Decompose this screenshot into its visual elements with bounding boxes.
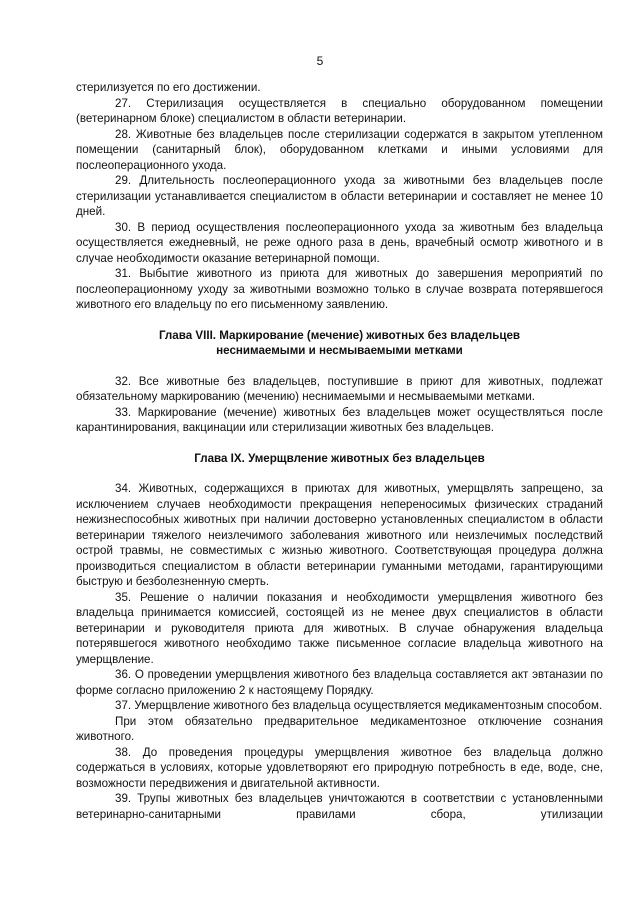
paragraph-30: 30. В период осуществления послеоперационного ухода за животным без владельца осуществляется ежедневный, не реже одного раза в день, врачебный осмотр животного и в случае необходимости оказание ветеринарной помощи. bbox=[76, 220, 603, 265]
paragraph-38: 38. До проведения процедуры умерщвления животное без владельца должно содержаться в условиях, которые удовлетворяют его природную потребность в еде, воде, сне, возможности передвижения и двигательной активности. bbox=[76, 745, 603, 790]
paragraph-35: 35. Решение о наличии показания и необходимости умерщвления животного без владельца принимается комиссией, состоящей из не менее двух специалистов в области ветеринарии и руководителя приюта для животных. В случае обнаружения владельца потерявшегося животного необходимо также письменное согласие владельца животного на умерщвление. bbox=[76, 590, 603, 666]
paragraph-33: 33. Маркирование (мечение) животных без владельцев может осуществляться после карантинирования, вакцинации или стерилизации животных без владельцев. bbox=[76, 405, 603, 434]
paragraph-31: 31. Выбытие животного из приюта для животных до завершения мероприятий по послеоперационному уходу за животными возможно только в случае возврата потерявшегося животного его владельцу по его письменному заявлению. bbox=[76, 267, 603, 311]
document-body bbox=[76, 80, 603, 822]
chapter-9-title: Глава IX. Умерщвление животных без владельцев bbox=[194, 451, 485, 465]
paragraph-28: 28. Животные без владельцев после стерилизации содержатся в закрытом утепленном помещении (санитарный блок), оборудованном клетками и иными условиями для послеоперационного ухода. bbox=[76, 127, 603, 172]
chapter-8-title-line2: неснимаемыми и несмываемыми метками bbox=[216, 344, 463, 357]
paragraph-37: 37. Умерщвление животного без владельца осуществляется медикаментозным способом. bbox=[115, 699, 603, 712]
chapter-8-title-line1: Глава VIII. Маркирование (мечение) животных без владельцев bbox=[158, 328, 521, 342]
paragraph-27: 27. Стерилизация осуществляется в специально оборудованном помещении (ветеринарном блоке) специалистом в области ветеринарии. bbox=[76, 96, 603, 125]
paragraph-34: 34. Животных, содержащихся в приютах для животных, умерщвлять запрещено, за исключением случаев необходимости прекращения непереносимых физических страданий нежизнеспособных животных при наличии достоверно установленных специалистом в области ветеринарии тяжелого неизлечимого заболевания животного или неизлечимых последствий острой травмы, не совместимых с жизнью животного. Соответствующая процедура должна производиться специалистом в области ветеринарии гуманными методами, гарантирующими быструю и безболезненную смерть. bbox=[76, 482, 603, 588]
paragraph-39: 39. Трупы животных без владельцев уничтожаются в соответствии с установленными ветеринарно-санитарными правилами сбора, утилизации bbox=[76, 792, 603, 821]
paragraph-36: 36. О проведении умерщвления животного без владельца составляется акт эвтаназии по форме согласно приложению 2 к настоящему Порядку. bbox=[76, 668, 603, 697]
paragraph: стерилизуется по его достижении. bbox=[76, 81, 261, 94]
paragraph-29: 29. Длительность послеоперационного ухода за животными без владельцев после стерилизации устанавливается специалистом в области ветеринарии и составляет не менее 10 дней. bbox=[76, 174, 603, 218]
chapter-9-heading bbox=[76, 451, 603, 467]
paragraph-32: 32. Все животные без владельцев, поступившие в приют для животных, подлежат обязательному маркированию (мечению) неснимаемыми и несмываемыми метками. bbox=[76, 374, 603, 403]
paragraph-37-continued: При этом обязательно предварительное медикаментозное отключение сознания животного. bbox=[76, 714, 603, 743]
page-number: 5 bbox=[316, 54, 324, 68]
chapter-8-heading bbox=[76, 328, 603, 359]
